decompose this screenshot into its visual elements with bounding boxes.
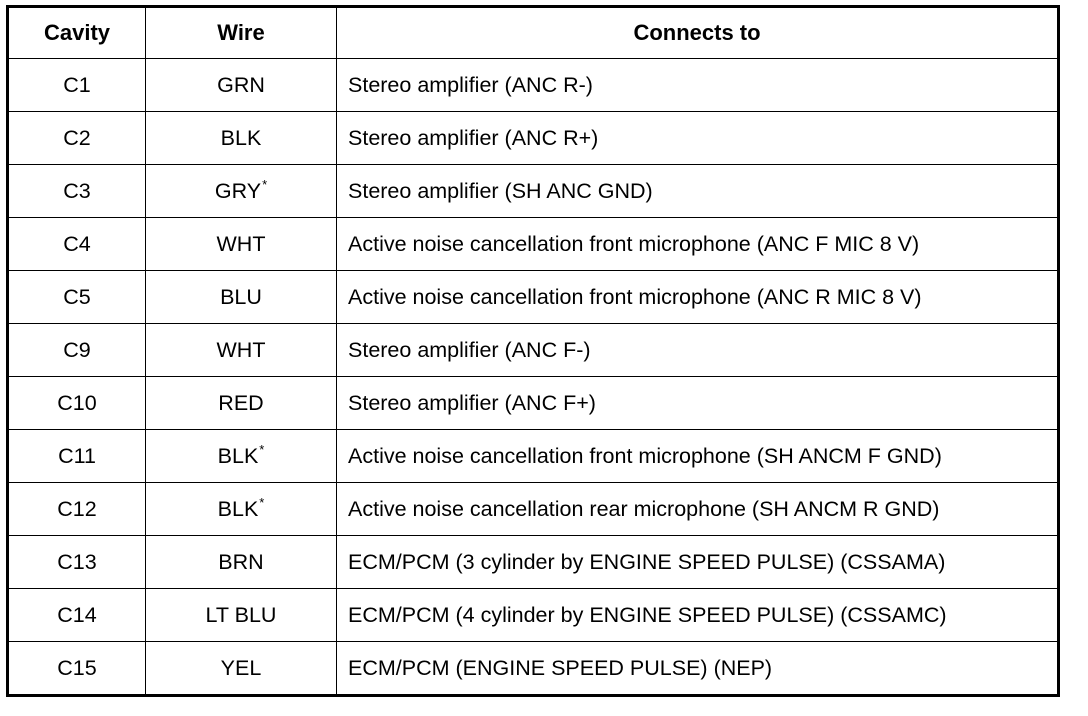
wire-cell [146,589,337,642]
wire-color-label: RED [218,390,264,415]
header-wire: Wire [146,7,337,59]
header-cavity: Cavity [8,7,146,59]
cavity-cell: C3 [8,165,146,218]
cavity-cell: C9 [8,324,146,377]
wire-color-label: BLK [217,496,259,521]
connects-to-cell: Stereo amplifier (ANC R-) [337,59,1059,112]
wire-cell [146,112,337,165]
cavity-cell: C13 [8,536,146,589]
wire-color-label: YEL [220,655,262,680]
table-row [8,589,1059,642]
table-row [8,324,1059,377]
wire-color-label: BLK [220,125,262,150]
wire-cell [146,536,337,589]
wire-footnote-mark: * [259,495,265,511]
wire-footnote-mark: * [259,442,265,458]
header-connects-to: Connects to [337,7,1059,59]
table-row [8,483,1059,536]
connects-to-cell: Stereo amplifier (ANC R+) [337,112,1059,165]
wire-color-label: BLU [220,284,262,309]
connects-to-cell: Stereo amplifier (ANC F-) [337,324,1059,377]
connector-pinout-table [6,5,1060,697]
connects-to-cell: Active noise cancellation front microphone (ANC R MIC 8 V) [337,271,1059,324]
cavity-cell: C15 [8,642,146,696]
header-row [8,7,1059,59]
connects-to-cell: ECM/PCM (ENGINE SPEED PULSE) (NEP) [337,642,1059,696]
cavity-cell: C14 [8,589,146,642]
cavity-cell: C5 [8,271,146,324]
wire-cell [146,271,337,324]
wire-color-label: GRN [217,72,265,97]
table-row [8,59,1059,112]
wire-cell [146,377,337,430]
table-row [8,642,1059,696]
wire-cell [146,165,337,218]
table-row [8,112,1059,165]
connects-to-cell: Active noise cancellation front microphone (ANC F MIC 8 V) [337,218,1059,271]
wire-color-label: GRY [214,178,262,203]
wire-footnote-mark: * [262,177,268,193]
table-row [8,377,1059,430]
wire-color-label: LT BLU [205,602,277,627]
table-body [8,59,1059,696]
connects-to-cell: ECM/PCM (3 cylinder by ENGINE SPEED PULSE) (CSSAMA) [337,536,1059,589]
connects-to-cell: ECM/PCM (4 cylinder by ENGINE SPEED PULSE) (CSSAMC) [337,589,1059,642]
connects-to-cell: Stereo amplifier (ANC F+) [337,377,1059,430]
wire-color-label: WHT [216,231,266,256]
cavity-cell: C10 [8,377,146,430]
table-row [8,218,1059,271]
cavity-cell: C4 [8,218,146,271]
wire-color-label: BRN [218,549,264,574]
table-row [8,165,1059,218]
cavity-cell: C11 [8,430,146,483]
wire-cell [146,483,337,536]
cavity-cell: C12 [8,483,146,536]
wire-cell [146,218,337,271]
wire-cell [146,324,337,377]
table-row [8,536,1059,589]
connects-to-cell: Stereo amplifier (SH ANC GND) [337,165,1059,218]
connects-to-cell: Active noise cancellation front microphone (SH ANCM F GND) [337,430,1059,483]
wire-color-label: BLK [217,443,259,468]
table-row [8,430,1059,483]
table-row [8,271,1059,324]
cavity-cell: C2 [8,112,146,165]
table-header [8,7,1059,59]
wire-cell [146,59,337,112]
connects-to-cell: Active noise cancellation rear microphone (SH ANCM R GND) [337,483,1059,536]
wire-cell [146,430,337,483]
wire-cell [146,642,337,696]
wire-color-label: WHT [216,337,266,362]
cavity-cell: C1 [8,59,146,112]
